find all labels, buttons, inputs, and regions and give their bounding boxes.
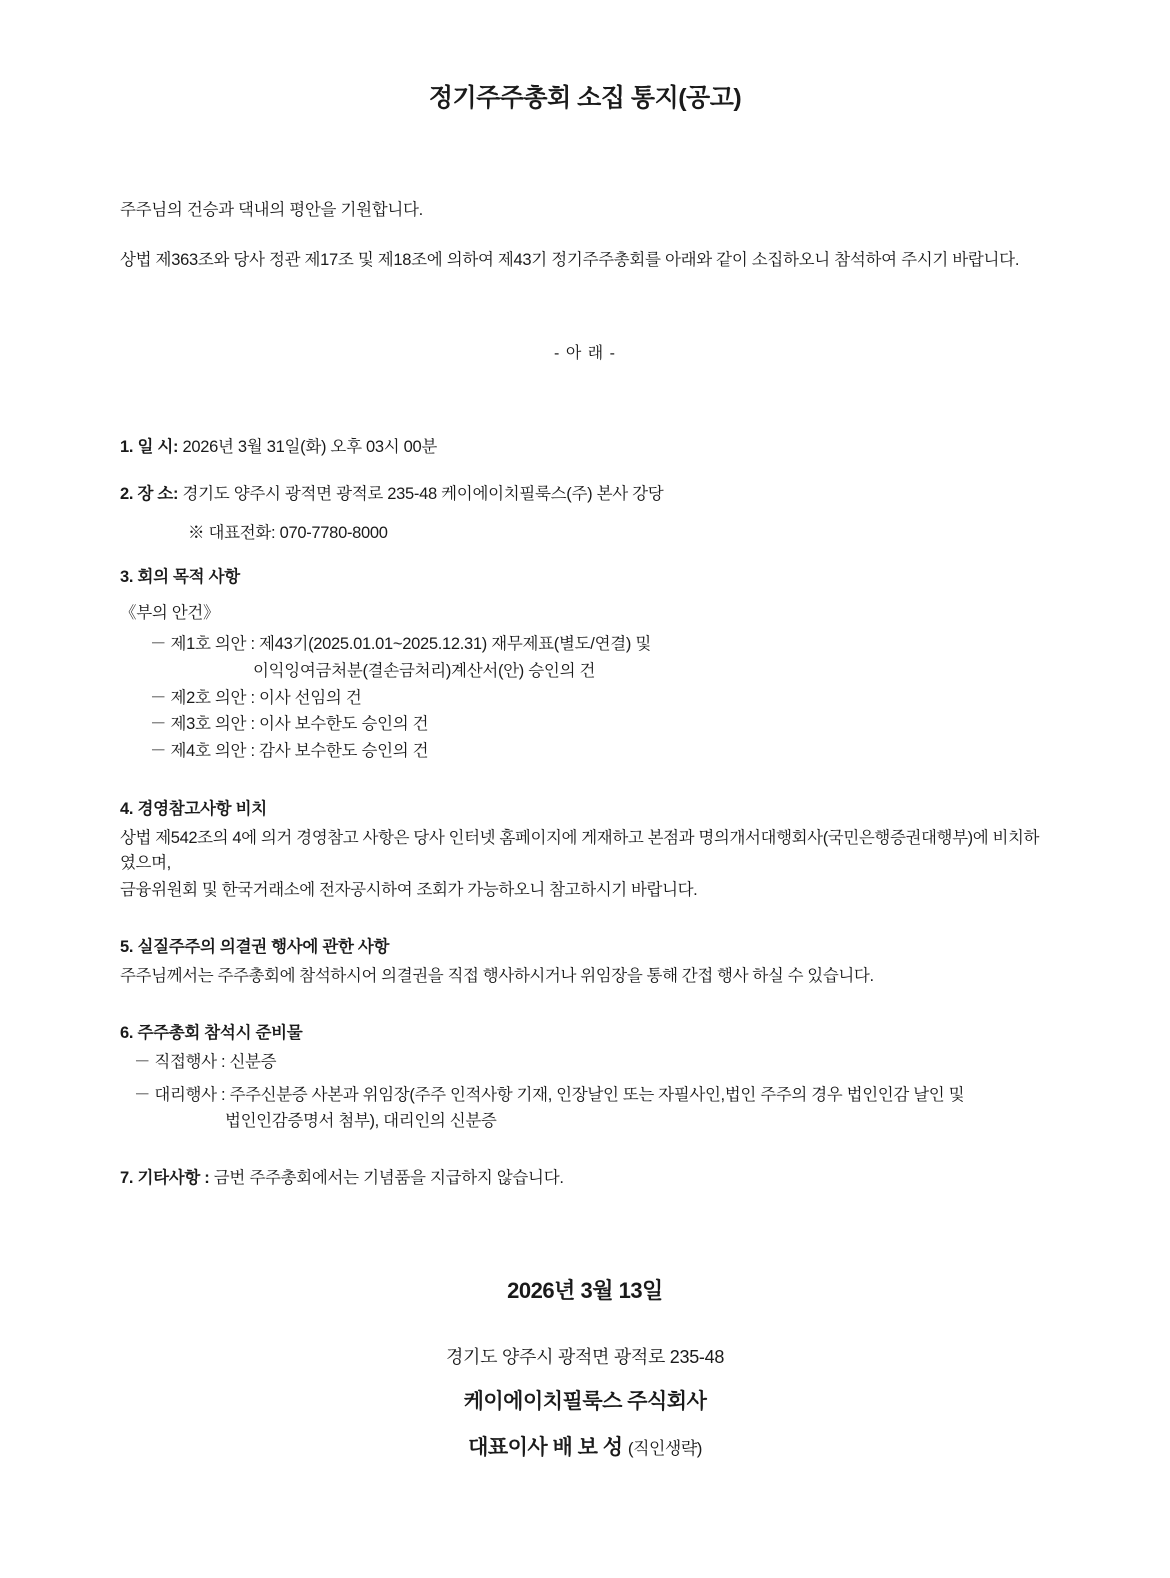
item-7-other (120, 1164, 1050, 1188)
list-item: － 제1호 의안 : 제43기(2025.01.01~2025.12.31) 재무제표(별도/연결) 및 (150, 635, 651, 654)
item-2-label: 2. 장 소: (120, 484, 179, 503)
item-3-agenda-heading (120, 565, 1050, 590)
item-5-label: 5. 실질주주의 의결권 행사에 관한 사항 (120, 938, 390, 957)
item-1-datetime (120, 435, 1050, 460)
list-item: － 제2호 의안 : 이사 선임의 건 (150, 688, 362, 707)
list-item-continuation: 이익잉여금처분(결손금처리)계산서(안) 승인의 건 (253, 661, 596, 680)
footer-ceo-name: 대표이사 배 보 성 (468, 1436, 623, 1460)
footer-ceo (120, 1431, 1050, 1461)
item-1-value: 2026년 3월 31일(화) 오후 03시 00분 (182, 438, 438, 456)
item-4-text-line-2: 금융위원회 및 한국거래소에 전자공시하여 조회가 가능하오니 참고하시기 바랍니다. (120, 881, 698, 899)
item-6-bullet-2-continuation: 법인인감증명서 첨부), 대리인의 신분증 (225, 1111, 497, 1130)
document-page (0, 78, 1170, 1578)
item-2-phone-note: ※ 대표전화: 070-7780-8000 (188, 523, 388, 542)
intro-paragraph: 상법 제363조와 당사 정관 제17조 및 제18조에 의하여 제43기 정기주주총회를 아래와 같이 소집하오니 참석하여 주시기 바랍니다. (120, 251, 1020, 269)
item-7-label: 7. 기타사항 : (120, 1169, 210, 1188)
item-5-text: 주주님께서는 주주총회에 참석하시어 의결권을 직접 행사하시거나 위임장을 통해 간접 행사 하실 수 있습니다. (120, 967, 874, 986)
document-body (0, 196, 1170, 1461)
item-6-bullet-1: － 직접행사 : 신분증 (134, 1053, 277, 1072)
list-item: － 제3호 의안 : 이사 보수한도 승인의 건 (150, 715, 429, 734)
list-item: － 제4호 의안 : 감사 보수한도 승인의 건 (150, 742, 429, 761)
footer-date: 2026년 3월 13일 (507, 1278, 663, 1304)
item-4-label: 4. 경영참고사항 비치 (120, 799, 267, 818)
arae-marker: - 아 래 - (554, 345, 616, 362)
agenda-list (120, 631, 1050, 765)
footer-address: 경기도 양주시 광적면 광적로 235-48 (445, 1347, 725, 1368)
item-3-label: 3. 회의 목적 사항 (120, 567, 240, 586)
item-2-value: 경기도 양주시 광적면 광적로 235-48 케이에이치필룩스(주) 본사 강당 (182, 484, 664, 503)
item-7-value: 금번 주주총회에서는 기념품을 지급하지 않습니다. (213, 1169, 564, 1188)
document-footer (120, 1274, 1050, 1461)
item-6-bullet-2: － 대리행사 : 주주신분증 사본과 위임장(주주 인적사항 기재, 인장날인 또는 자필사인,법인 주주의 경우 법인인감 날인 및 (134, 1085, 965, 1104)
footer-company-name: 케이에이치필룩스 주식회사 (463, 1390, 707, 1414)
item-1-label: 1. 일 시: (120, 438, 179, 456)
footer-seal-note: (직인생략) (627, 1439, 702, 1459)
greeting-paragraph: 주주님의 건승과 댁내의 평안을 기원합니다. (120, 201, 423, 219)
item-6-label: 6. 주주총회 참석시 준비물 (120, 1024, 303, 1043)
item-4-text-line-1: 상법 제542조의 4에 의거 경영참고 사항은 당사 인터넷 홈페이지에 게재하고 본점과 명의개서대행회사(국민은행증권대행부)에 비치하였으며, (120, 828, 1040, 872)
page-title: 정기주주총회 소집 통지(공고) (428, 84, 742, 112)
item-2-location (120, 482, 1050, 507)
agenda-header: 《부의 안건》 (120, 604, 220, 623)
